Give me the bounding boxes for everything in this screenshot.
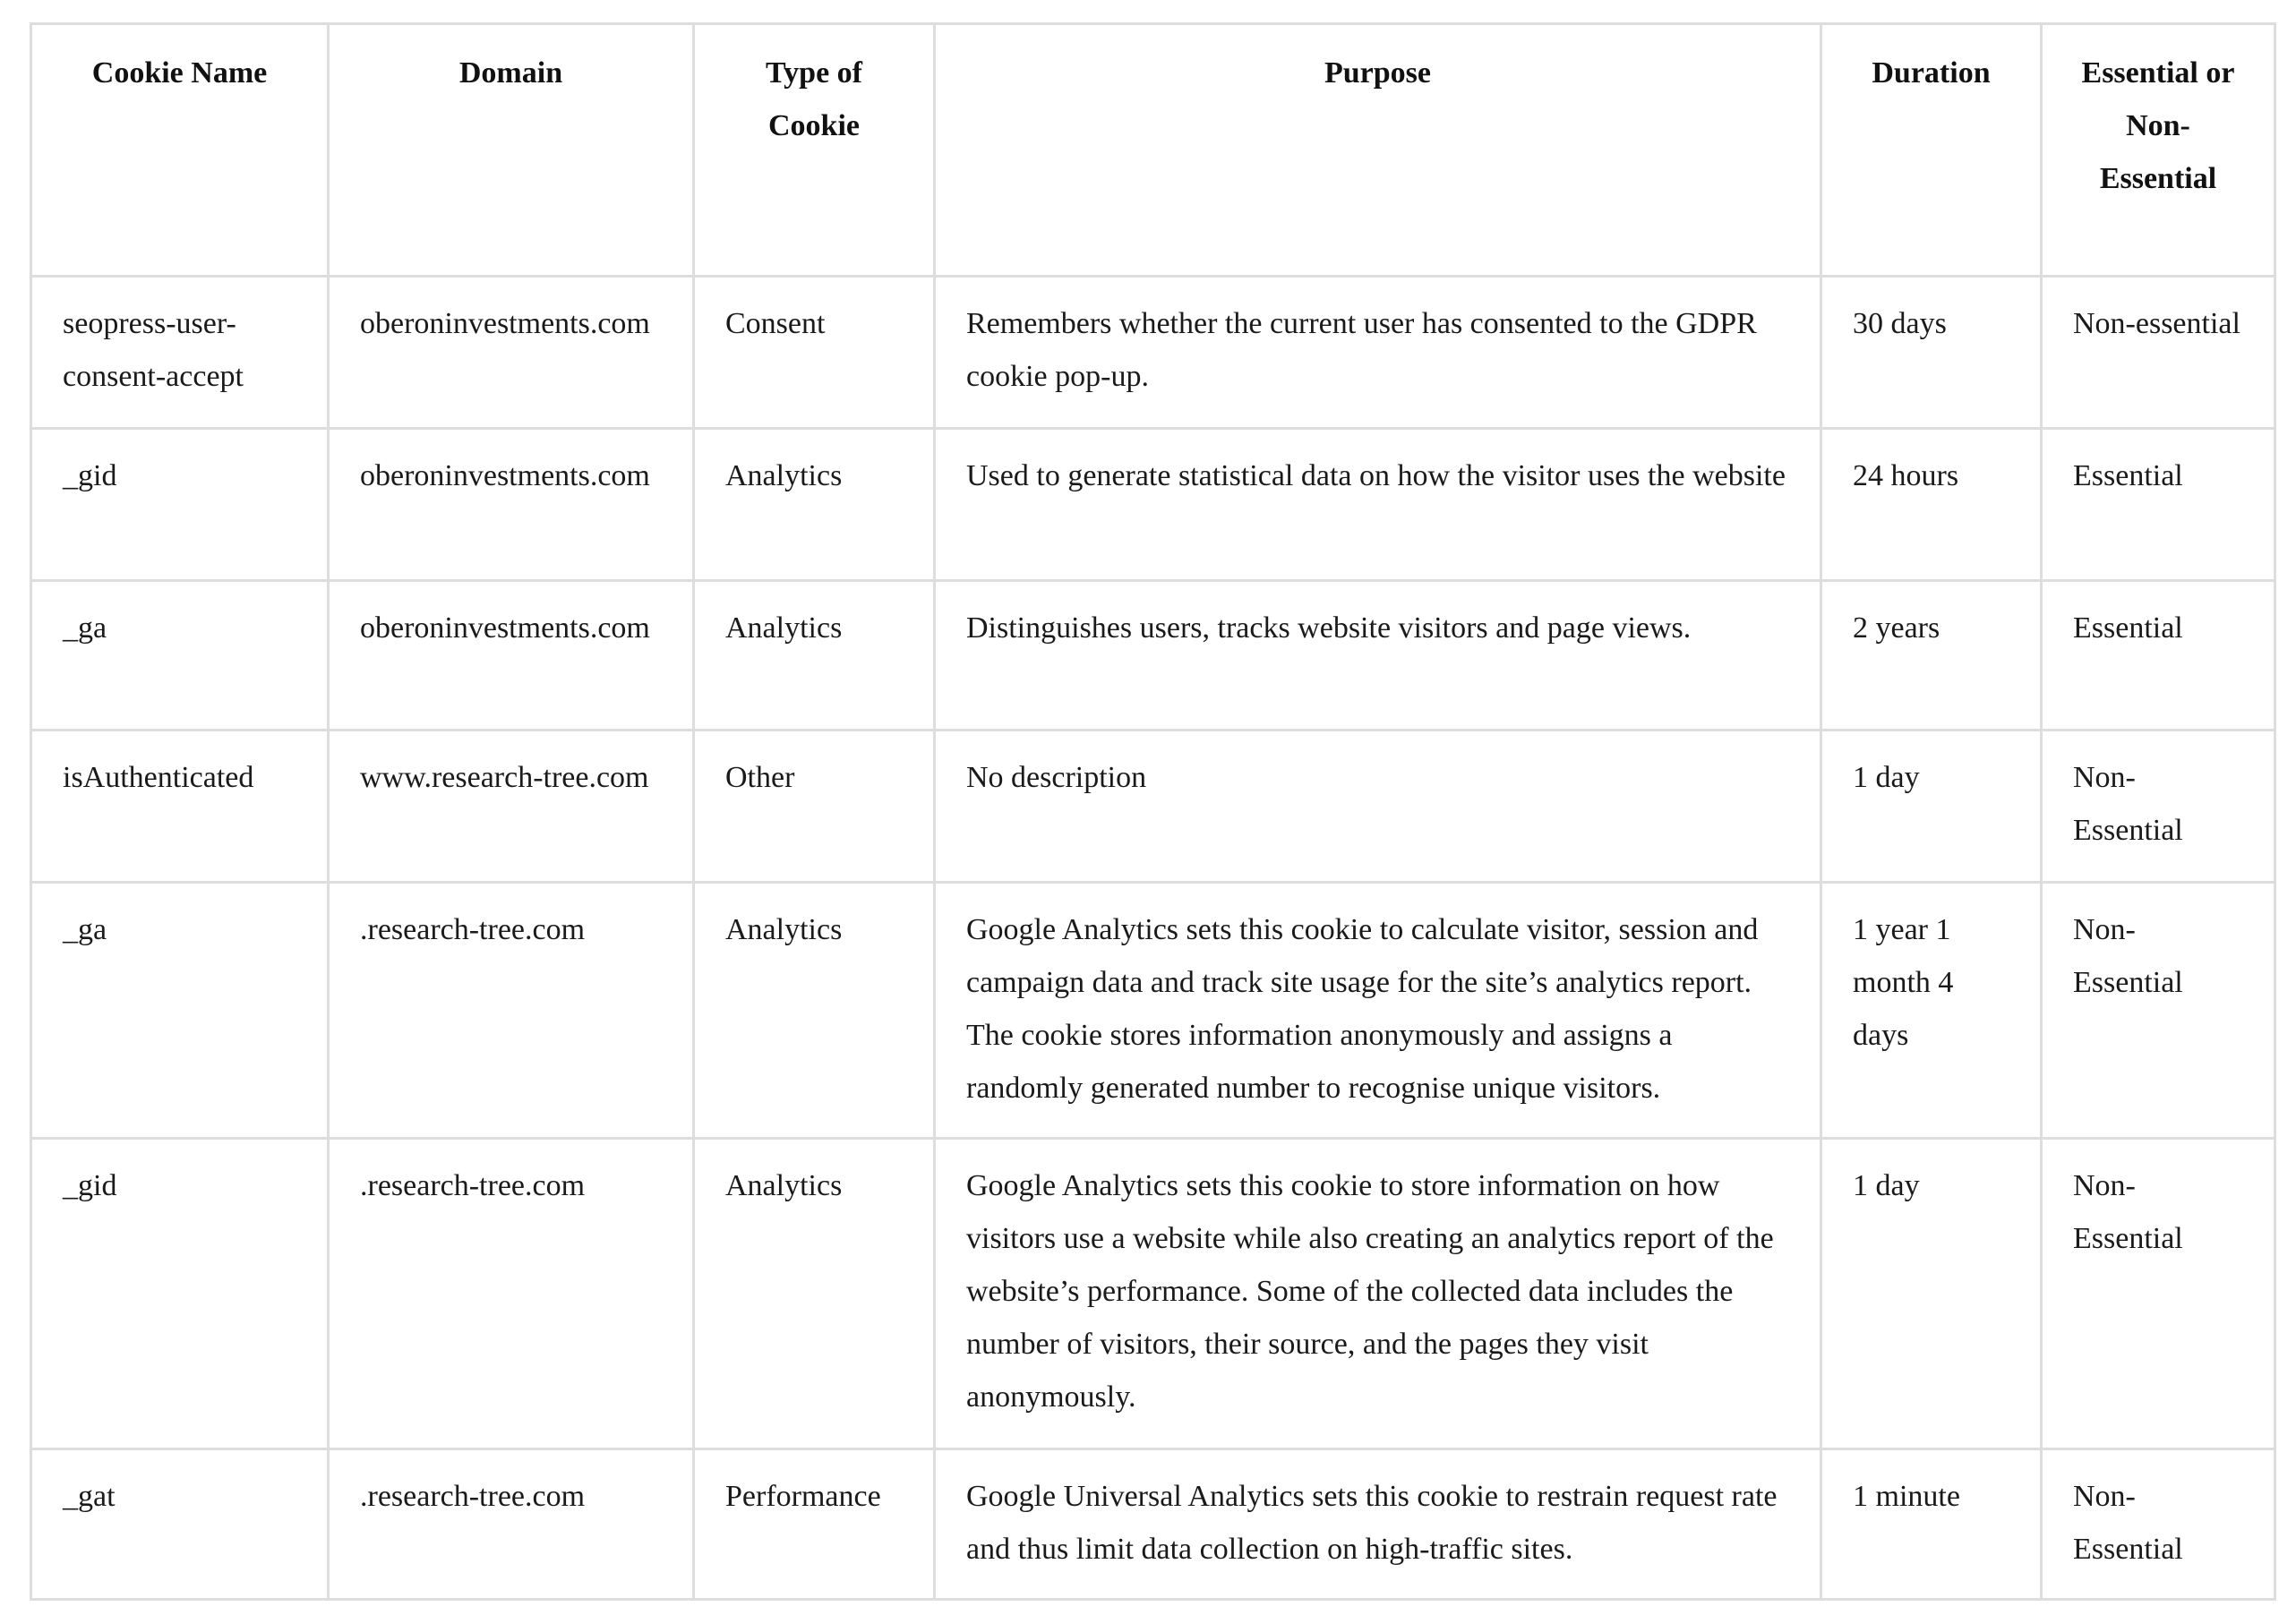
header-domain: Domain bbox=[329, 24, 694, 277]
cell-essential: Non-Essential bbox=[2042, 1139, 2275, 1449]
table-row bbox=[31, 1449, 2275, 1600]
cell-type: Analytics bbox=[694, 883, 935, 1139]
cell-duration: 2 years bbox=[1821, 581, 2042, 731]
cell-domain: oberoninvestments.com bbox=[329, 277, 694, 429]
cookie-table bbox=[30, 22, 2276, 1601]
cell-type: Other bbox=[694, 731, 935, 883]
cell-cookie-name: _gid bbox=[31, 1139, 329, 1449]
cell-cookie-name: _ga bbox=[31, 581, 329, 731]
cell-duration: 1 year 1 month 4 days bbox=[1821, 883, 2042, 1139]
cell-domain: .research-tree.com bbox=[329, 1139, 694, 1449]
cell-cookie-name: _gat bbox=[31, 1449, 329, 1600]
cell-domain: .research-tree.com bbox=[329, 1449, 694, 1600]
cell-essential: Non-Essential bbox=[2042, 731, 2275, 883]
cell-duration: 1 minute bbox=[1821, 1449, 2042, 1600]
table-row bbox=[31, 581, 2275, 731]
cell-duration: 24 hours bbox=[1821, 429, 2042, 581]
cell-essential: Non-essential bbox=[2042, 277, 2275, 429]
cell-essential: Essential bbox=[2042, 429, 2275, 581]
cell-essential: Non-Essential bbox=[2042, 883, 2275, 1139]
header-cookie-name: Cookie Name bbox=[31, 24, 329, 277]
cell-purpose: Google Universal Analytics sets this cookie to restrain request rate and thus limit data collection on high-traffic sites. bbox=[935, 1449, 1821, 1600]
cell-cookie-name: seopress-user-consent-accept bbox=[31, 277, 329, 429]
cell-cookie-name: _ga bbox=[31, 883, 329, 1139]
cell-duration: 30 days bbox=[1821, 277, 2042, 429]
cell-cookie-name: _gid bbox=[31, 429, 329, 581]
header-essential: Essential or Non-Essential bbox=[2042, 24, 2275, 277]
header-type: Type of Cookie bbox=[694, 24, 935, 277]
cell-domain: .research-tree.com bbox=[329, 883, 694, 1139]
cell-purpose: Remembers whether the current user has consented to the GDPR cookie pop-up. bbox=[935, 277, 1821, 429]
header-purpose: Purpose bbox=[935, 24, 1821, 277]
cell-essential: Essential bbox=[2042, 581, 2275, 731]
cell-type: Analytics bbox=[694, 429, 935, 581]
table-row bbox=[31, 1139, 2275, 1449]
cell-type: Performance bbox=[694, 1449, 935, 1600]
cell-duration: 1 day bbox=[1821, 1139, 2042, 1449]
table-row bbox=[31, 277, 2275, 429]
cell-purpose: Google Analytics sets this cookie to store information on how visitors use a website while also creating an analytics report of the website’s performance. Some of the collected data includes the number of visitors, their source, and the pages they visit anonymously. bbox=[935, 1139, 1821, 1449]
cell-purpose: No description bbox=[935, 731, 1821, 883]
cell-purpose: Google Analytics sets this cookie to calculate visitor, session and campaign data and track site usage for the site’s analytics report. The cookie stores information anonymously and assigns a randomly generated number to recognise unique visitors. bbox=[935, 883, 1821, 1139]
cell-purpose: Used to generate statistical data on how the visitor uses the website bbox=[935, 429, 1821, 581]
cell-type: Analytics bbox=[694, 581, 935, 731]
header-duration: Duration bbox=[1821, 24, 2042, 277]
table-row bbox=[31, 731, 2275, 883]
cell-type: Consent bbox=[694, 277, 935, 429]
table-header-row bbox=[31, 24, 2275, 277]
cell-essential: Non-Essential bbox=[2042, 1449, 2275, 1600]
cell-type: Analytics bbox=[694, 1139, 935, 1449]
cell-cookie-name: isAuthenticated bbox=[31, 731, 329, 883]
cell-domain: oberoninvestments.com bbox=[329, 429, 694, 581]
cell-domain: oberoninvestments.com bbox=[329, 581, 694, 731]
table-row bbox=[31, 883, 2275, 1139]
cell-purpose: Distinguishes users, tracks website visitors and page views. bbox=[935, 581, 1821, 731]
cell-domain: www.research-tree.com bbox=[329, 731, 694, 883]
table-row bbox=[31, 429, 2275, 581]
cell-duration: 1 day bbox=[1821, 731, 2042, 883]
